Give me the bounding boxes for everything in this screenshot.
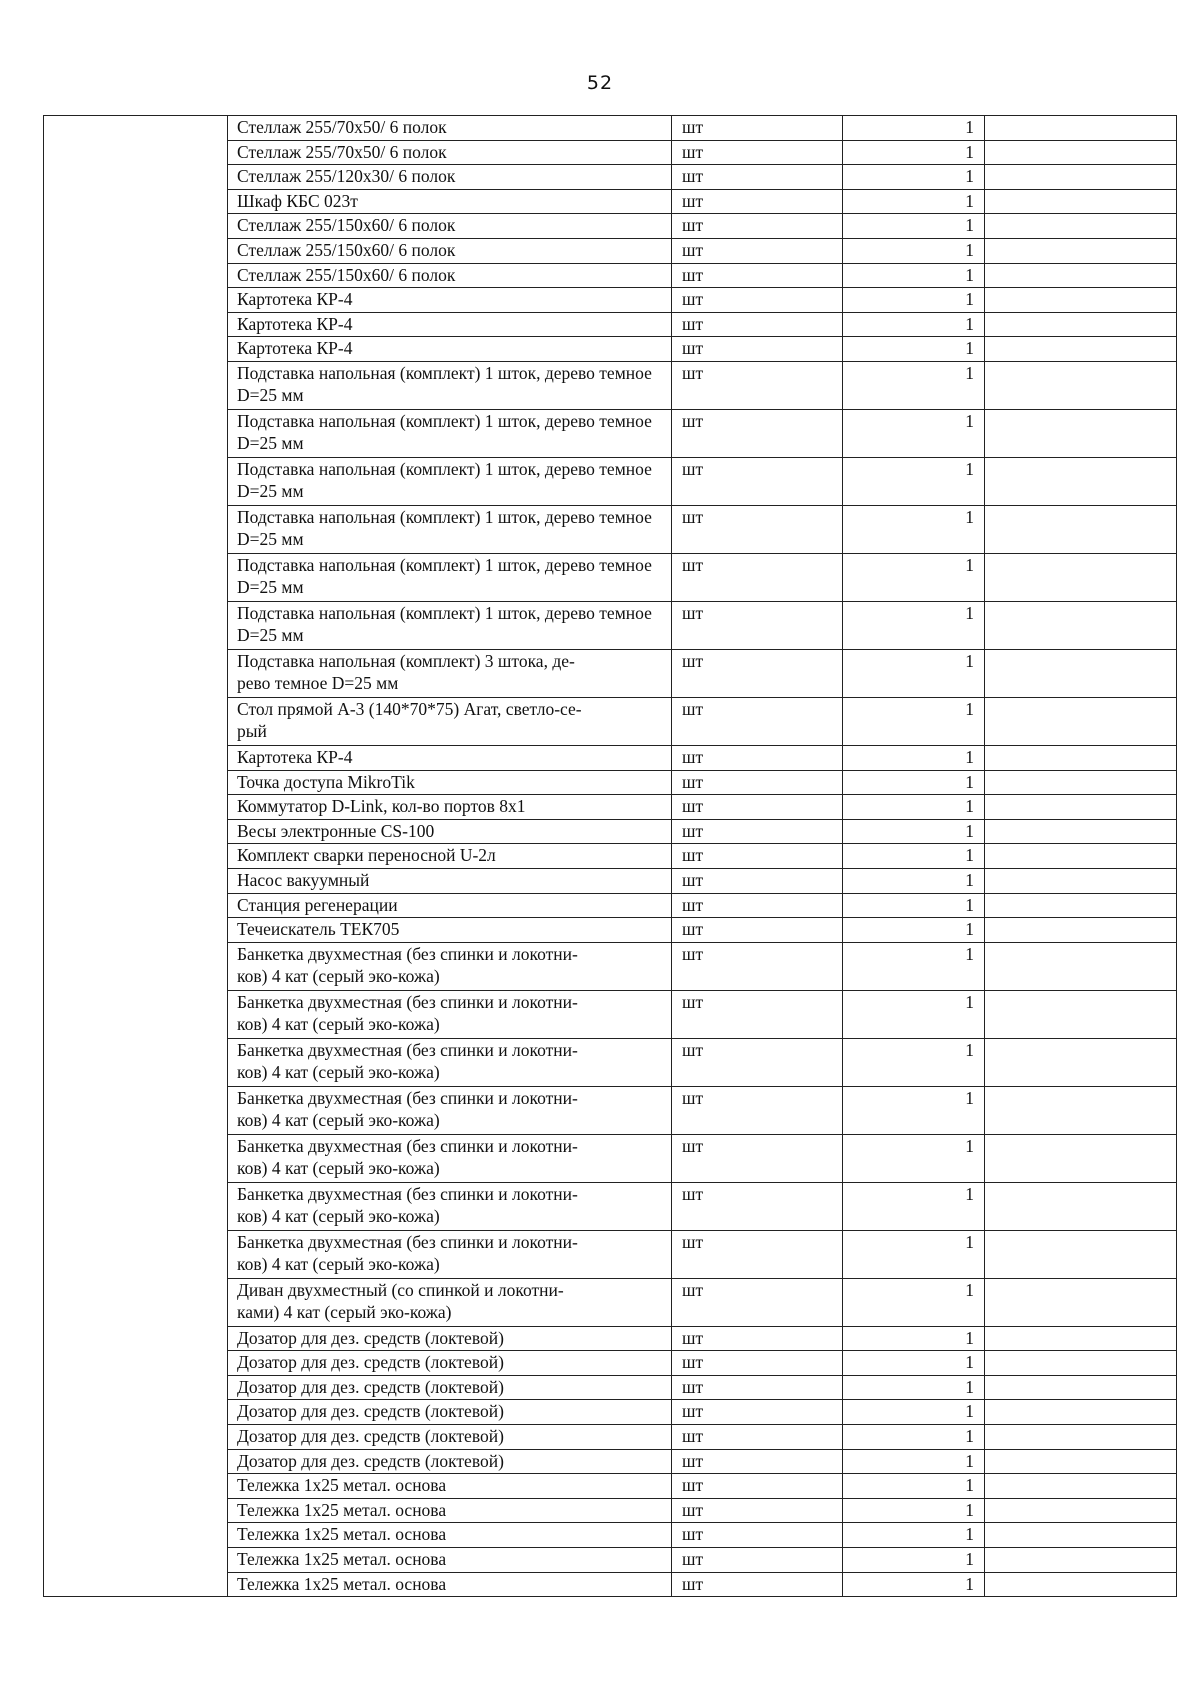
page-number: 52 — [586, 72, 614, 94]
item-name-cell: Подставка напольная (комплект) 3 штока, де- рево темное D=25 мм — [228, 649, 672, 697]
item-unit-cell: шт — [672, 263, 843, 288]
item-qty-cell: 1 — [843, 1375, 985, 1400]
item-qty-cell: 1 — [843, 140, 985, 165]
item-qty-cell: 1 — [843, 942, 985, 990]
item-unit-cell: шт — [672, 1326, 843, 1351]
item-unit-cell: шт — [672, 990, 843, 1038]
item-name-cell: Дозатор для дез. средств (локтевой) — [228, 1375, 672, 1400]
item-unit-cell: шт — [672, 505, 843, 553]
item-name-cell: Насос вакуумный — [228, 868, 672, 893]
item-name-cell: Коммутатор D-Link, кол-во портов 8х1 — [228, 795, 672, 820]
item-unit-cell: шт — [672, 1038, 843, 1086]
item-note-cell — [985, 553, 1177, 601]
item-unit-cell: шт — [672, 288, 843, 313]
item-unit-cell: шт — [672, 553, 843, 601]
item-name-cell: Тележка 1х25 метал. основа — [228, 1572, 672, 1597]
item-note-cell — [985, 1278, 1177, 1326]
item-name-cell: Картотека КР-4 — [228, 745, 672, 770]
item-name-cell: Тележка 1х25 метал. основа — [228, 1498, 672, 1523]
item-unit-cell: шт — [672, 1425, 843, 1450]
item-note-cell — [985, 1425, 1177, 1450]
item-qty-cell: 1 — [843, 918, 985, 943]
item-unit-cell: шт — [672, 214, 843, 239]
item-note-cell — [985, 942, 1177, 990]
item-note-cell — [985, 893, 1177, 918]
item-unit-cell: шт — [672, 893, 843, 918]
table-row — [44, 116, 1177, 141]
item-unit-cell: шт — [672, 1230, 843, 1278]
item-unit-cell: шт — [672, 795, 843, 820]
item-qty-cell: 1 — [843, 214, 985, 239]
item-qty-cell: 1 — [843, 361, 985, 409]
item-note-cell — [985, 1326, 1177, 1351]
item-name-cell: Стеллаж 255/120х30/ 6 полок — [228, 165, 672, 190]
item-note-cell — [985, 770, 1177, 795]
item-note-cell — [985, 1449, 1177, 1474]
item-unit-cell: шт — [672, 819, 843, 844]
item-note-cell — [985, 1474, 1177, 1499]
item-note-cell — [985, 844, 1177, 869]
inventory-table-body — [44, 116, 1177, 1597]
item-note-cell — [985, 361, 1177, 409]
item-qty-cell: 1 — [843, 189, 985, 214]
item-qty-cell: 1 — [843, 1278, 985, 1326]
item-note-cell — [985, 1375, 1177, 1400]
item-qty-cell: 1 — [843, 1400, 985, 1425]
item-note-cell — [985, 697, 1177, 745]
item-qty-cell: 1 — [843, 116, 985, 141]
item-name-cell: Картотека КР-4 — [228, 312, 672, 337]
item-note-cell — [985, 1523, 1177, 1548]
item-unit-cell: шт — [672, 165, 843, 190]
item-note-cell — [985, 1182, 1177, 1230]
item-unit-cell: шт — [672, 140, 843, 165]
item-unit-cell: шт — [672, 1523, 843, 1548]
item-note-cell — [985, 457, 1177, 505]
item-note-cell — [985, 1548, 1177, 1573]
item-name-cell: Стол прямой А-3 (140*70*75) Агат, светло-се- рый — [228, 697, 672, 745]
item-name-cell: Картотека КР-4 — [228, 288, 672, 313]
item-name-cell: Стеллаж 255/70х50/ 6 полок — [228, 116, 672, 141]
item-unit-cell: шт — [672, 770, 843, 795]
item-qty-cell: 1 — [843, 1182, 985, 1230]
item-qty-cell: 1 — [843, 457, 985, 505]
item-qty-cell: 1 — [843, 505, 985, 553]
item-note-cell — [985, 288, 1177, 313]
item-qty-cell: 1 — [843, 844, 985, 869]
item-qty-cell: 1 — [843, 795, 985, 820]
item-unit-cell: шт — [672, 1375, 843, 1400]
item-name-cell: Стеллаж 255/150х60/ 6 полок — [228, 263, 672, 288]
item-unit-cell: шт — [672, 844, 843, 869]
item-name-cell: Стеллаж 255/150х60/ 6 полок — [228, 238, 672, 263]
item-note-cell — [985, 1086, 1177, 1134]
item-name-cell: Подставка напольная (комплект) 1 шток, дерево темное D=25 мм — [228, 505, 672, 553]
item-note-cell — [985, 1498, 1177, 1523]
item-qty-cell: 1 — [843, 1038, 985, 1086]
item-name-cell: Комплект сварки переносной U-2л — [228, 844, 672, 869]
item-unit-cell: шт — [672, 942, 843, 990]
item-qty-cell: 1 — [843, 893, 985, 918]
inventory-table — [43, 115, 1177, 1597]
item-name-cell: Подставка напольная (комплект) 1 шток, дерево темное D=25 мм — [228, 361, 672, 409]
item-name-cell: Тележка 1х25 метал. основа — [228, 1523, 672, 1548]
item-qty-cell: 1 — [843, 263, 985, 288]
item-note-cell — [985, 312, 1177, 337]
item-unit-cell: шт — [672, 1572, 843, 1597]
item-qty-cell: 1 — [843, 238, 985, 263]
item-unit-cell: шт — [672, 1449, 843, 1474]
item-unit-cell: шт — [672, 1351, 843, 1376]
item-name-cell: Шкаф КБС 023т — [228, 189, 672, 214]
item-unit-cell: шт — [672, 868, 843, 893]
item-name-cell: Дозатор для дез. средств (локтевой) — [228, 1351, 672, 1376]
item-qty-cell: 1 — [843, 990, 985, 1038]
item-qty-cell: 1 — [843, 745, 985, 770]
item-unit-cell: шт — [672, 1278, 843, 1326]
item-note-cell — [985, 819, 1177, 844]
item-name-cell: Банкетка двухместная (без спинки и локотни- ков) 4 кат (серый эко-кожа) — [228, 1086, 672, 1134]
item-qty-cell: 1 — [843, 1572, 985, 1597]
item-qty-cell: 1 — [843, 601, 985, 649]
item-note-cell — [985, 1230, 1177, 1278]
item-unit-cell: шт — [672, 649, 843, 697]
item-unit-cell: шт — [672, 312, 843, 337]
item-qty-cell: 1 — [843, 819, 985, 844]
item-qty-cell: 1 — [843, 288, 985, 313]
item-unit-cell: шт — [672, 409, 843, 457]
item-qty-cell: 1 — [843, 165, 985, 190]
item-name-cell: Банкетка двухместная (без спинки и локотни- ков) 4 кат (серый эко-кожа) — [228, 1230, 672, 1278]
item-unit-cell: шт — [672, 1474, 843, 1499]
item-qty-cell: 1 — [843, 1523, 985, 1548]
item-qty-cell: 1 — [843, 1474, 985, 1499]
item-qty-cell: 1 — [843, 697, 985, 745]
item-unit-cell: шт — [672, 697, 843, 745]
item-unit-cell: шт — [672, 361, 843, 409]
item-qty-cell: 1 — [843, 770, 985, 795]
item-unit-cell: шт — [672, 601, 843, 649]
item-qty-cell: 1 — [843, 1548, 985, 1573]
item-note-cell — [985, 505, 1177, 553]
item-name-cell: Подставка напольная (комплект) 1 шток, дерево темное D=25 мм — [228, 553, 672, 601]
item-name-cell: Тележка 1х25 метал. основа — [228, 1474, 672, 1499]
item-name-cell: Станция регенерации — [228, 893, 672, 918]
item-note-cell — [985, 263, 1177, 288]
item-unit-cell: шт — [672, 1134, 843, 1182]
item-name-cell: Банкетка двухместная (без спинки и локотни- ков) 4 кат (серый эко-кожа) — [228, 942, 672, 990]
item-qty-cell: 1 — [843, 1230, 985, 1278]
item-name-cell: Стеллаж 255/70х50/ 6 полок — [228, 140, 672, 165]
item-unit-cell: шт — [672, 1498, 843, 1523]
item-note-cell — [985, 337, 1177, 362]
item-unit-cell: шт — [672, 189, 843, 214]
item-unit-cell: шт — [672, 745, 843, 770]
item-note-cell — [985, 116, 1177, 141]
item-note-cell — [985, 601, 1177, 649]
item-unit-cell: шт — [672, 1086, 843, 1134]
item-name-cell: Стеллаж 255/150х60/ 6 полок — [228, 214, 672, 239]
row-number-cell — [44, 116, 228, 1597]
item-note-cell — [985, 238, 1177, 263]
item-unit-cell: шт — [672, 238, 843, 263]
item-note-cell — [985, 1572, 1177, 1597]
item-note-cell — [985, 1134, 1177, 1182]
item-qty-cell: 1 — [843, 868, 985, 893]
item-note-cell — [985, 649, 1177, 697]
item-note-cell — [985, 140, 1177, 165]
item-note-cell — [985, 1351, 1177, 1376]
item-name-cell: Дозатор для дез. средств (локтевой) — [228, 1400, 672, 1425]
item-qty-cell: 1 — [843, 1134, 985, 1182]
item-note-cell — [985, 918, 1177, 943]
item-qty-cell: 1 — [843, 312, 985, 337]
item-note-cell — [985, 409, 1177, 457]
item-unit-cell: шт — [672, 1400, 843, 1425]
item-note-cell — [985, 990, 1177, 1038]
item-name-cell: Подставка напольная (комплект) 1 шток, дерево темное D=25 мм — [228, 409, 672, 457]
item-name-cell: Подставка напольная (комплект) 1 шток, дерево темное D=25 мм — [228, 601, 672, 649]
item-name-cell: Дозатор для дез. средств (локтевой) — [228, 1449, 672, 1474]
item-name-cell: Подставка напольная (комплект) 1 шток, дерево темное D=25 мм — [228, 457, 672, 505]
item-unit-cell: шт — [672, 1182, 843, 1230]
item-name-cell: Течеискатель ТЕК705 — [228, 918, 672, 943]
item-unit-cell: шт — [672, 1548, 843, 1573]
item-note-cell — [985, 1400, 1177, 1425]
item-qty-cell: 1 — [843, 1498, 985, 1523]
item-name-cell: Банкетка двухместная (без спинки и локотни- ков) 4 кат (серый эко-кожа) — [228, 1038, 672, 1086]
item-name-cell: Весы электронные CS-100 — [228, 819, 672, 844]
item-note-cell — [985, 868, 1177, 893]
item-name-cell: Банкетка двухместная (без спинки и локотни- ков) 4 кат (серый эко-кожа) — [228, 990, 672, 1038]
item-unit-cell: шт — [672, 337, 843, 362]
item-note-cell — [985, 795, 1177, 820]
item-qty-cell: 1 — [843, 1086, 985, 1134]
item-name-cell: Картотека КР-4 — [228, 337, 672, 362]
item-unit-cell: шт — [672, 457, 843, 505]
item-qty-cell: 1 — [843, 553, 985, 601]
item-name-cell: Дозатор для дез. средств (локтевой) — [228, 1425, 672, 1450]
item-qty-cell: 1 — [843, 1425, 985, 1450]
item-note-cell — [985, 189, 1177, 214]
item-unit-cell: шт — [672, 116, 843, 141]
item-name-cell: Диван двухместный (со спинкой и локотни- ками) 4 кат (серый эко-кожа) — [228, 1278, 672, 1326]
item-note-cell — [985, 165, 1177, 190]
item-qty-cell: 1 — [843, 1351, 985, 1376]
item-name-cell: Банкетка двухместная (без спинки и локотни- ков) 4 кат (серый эко-кожа) — [228, 1134, 672, 1182]
item-name-cell: Точка доступа MikroTik — [228, 770, 672, 795]
item-qty-cell: 1 — [843, 409, 985, 457]
item-qty-cell: 1 — [843, 337, 985, 362]
item-qty-cell: 1 — [843, 649, 985, 697]
item-note-cell — [985, 745, 1177, 770]
item-qty-cell: 1 — [843, 1326, 985, 1351]
item-name-cell: Банкетка двухместная (без спинки и локотни- ков) 4 кат (серый эко-кожа) — [228, 1182, 672, 1230]
item-unit-cell: шт — [672, 918, 843, 943]
item-qty-cell: 1 — [843, 1449, 985, 1474]
item-name-cell: Тележка 1х25 метал. основа — [228, 1548, 672, 1573]
item-note-cell — [985, 214, 1177, 239]
item-note-cell — [985, 1038, 1177, 1086]
item-name-cell: Дозатор для дез. средств (локтевой) — [228, 1326, 672, 1351]
